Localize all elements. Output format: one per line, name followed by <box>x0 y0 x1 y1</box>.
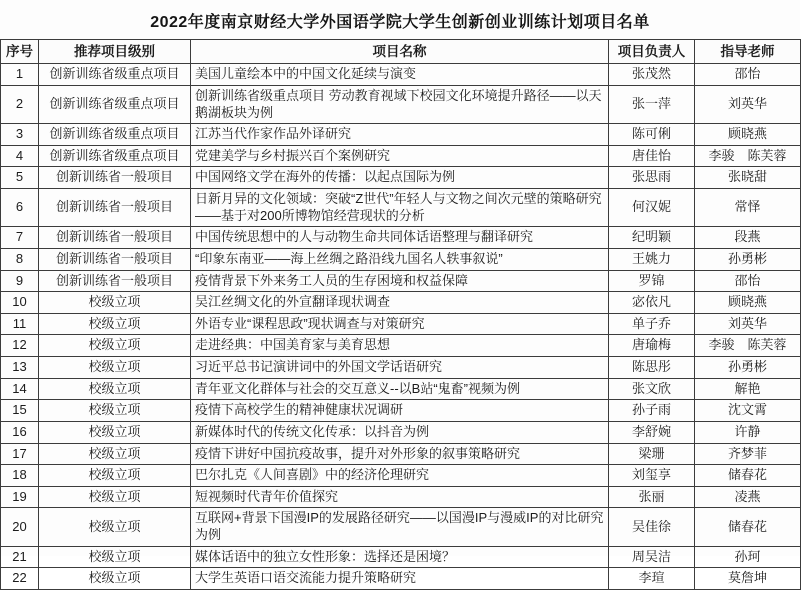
cell-leader: 周吴洁 <box>609 546 695 568</box>
cell-row-number: 21 <box>1 546 39 568</box>
cell-leader: 吴佳徐 <box>609 508 695 546</box>
cell-advisor: 储春花 <box>695 465 801 487</box>
table-row <box>1 145 801 167</box>
cell-project-name: 党建美学与乡村振兴百个案例研究 <box>191 145 609 167</box>
cell-project-name: 外语专业“课程思政”现状调查与对策研究 <box>191 313 609 335</box>
cell-leader: 张思雨 <box>609 167 695 189</box>
cell-advisor: 顾晓燕 <box>695 292 801 314</box>
cell-project-name: 媒体话语中的独立女性形象：选择还是困境？ <box>191 546 609 568</box>
cell-project-level: 校级立项 <box>39 546 191 568</box>
column-header-name: 项目名称 <box>191 40 609 64</box>
cell-project-level: 创新训练省一般项目 <box>39 167 191 189</box>
table-row <box>1 486 801 508</box>
cell-project-level: 校级立项 <box>39 465 191 487</box>
cell-leader: 刘玺享 <box>609 465 695 487</box>
cell-advisor: 刘英华 <box>695 85 801 123</box>
cell-leader: 唐瑜梅 <box>609 335 695 357</box>
cell-leader: 罗锦 <box>609 270 695 292</box>
cell-project-level: 校级立项 <box>39 313 191 335</box>
table-row <box>1 335 801 357</box>
table-row <box>1 64 801 86</box>
table-row <box>1 357 801 379</box>
cell-leader: 李瑄 <box>609 568 695 590</box>
table-row <box>1 85 801 123</box>
cell-row-number: 22 <box>1 568 39 590</box>
cell-project-name: 走进经典：中国美育家与美育思想 <box>191 335 609 357</box>
cell-row-number: 13 <box>1 357 39 379</box>
cell-row-number: 17 <box>1 443 39 465</box>
cell-project-name: 大学生英语口语交流能力提升策略研究 <box>191 568 609 590</box>
column-header-level: 推荐项目级别 <box>39 40 191 64</box>
cell-leader: 陈可俐 <box>609 124 695 146</box>
cell-project-name: 吴江丝绸文化的外宣翻译现状调查 <box>191 292 609 314</box>
table-row <box>1 292 801 314</box>
column-header-advisor: 指导老师 <box>695 40 801 64</box>
page-title: 2022年度南京财经大学外国语学院大学生创新创业训练计划项目名单 <box>150 14 650 31</box>
table-row <box>1 400 801 422</box>
cell-row-number: 7 <box>1 227 39 249</box>
cell-advisor: 邵怡 <box>695 64 801 86</box>
cell-project-name: 中国网络文学在海外的传播：以起点国际为例 <box>191 167 609 189</box>
cell-leader: 李舒婉 <box>609 421 695 443</box>
cell-row-number: 12 <box>1 335 39 357</box>
column-header-no: 序号 <box>1 40 39 64</box>
cell-project-name: 青年亚文化群体与社会的交互意义--以B站“鬼畜”视频为例 <box>191 378 609 400</box>
cell-advisor: 顾晓燕 <box>695 124 801 146</box>
table-row <box>1 270 801 292</box>
cell-project-level: 校级立项 <box>39 400 191 422</box>
table-header-row <box>1 40 801 64</box>
cell-project-level: 创新训练省级重点项目 <box>39 145 191 167</box>
cell-leader: 梁珊 <box>609 443 695 465</box>
table-row <box>1 508 801 546</box>
table-row <box>1 378 801 400</box>
cell-project-name: 疫情下讲好中国抗疫故事，提升对外形象的叙事策略研究 <box>191 443 609 465</box>
cell-project-level: 创新训练省一般项目 <box>39 189 191 227</box>
table-row <box>1 124 801 146</box>
cell-project-name: “印象东南亚——海上丝绸之路沿线九国名人轶事叙说” <box>191 248 609 270</box>
cell-project-level: 校级立项 <box>39 486 191 508</box>
cell-project-level: 校级立项 <box>39 421 191 443</box>
cell-project-level: 创新训练省一般项目 <box>39 270 191 292</box>
cell-row-number: 5 <box>1 167 39 189</box>
table-row <box>1 421 801 443</box>
cell-project-level: 校级立项 <box>39 508 191 546</box>
cell-leader: 张丽 <box>609 486 695 508</box>
cell-advisor: 邵怡 <box>695 270 801 292</box>
cell-leader: 唐佳怡 <box>609 145 695 167</box>
cell-project-name: 巴尔扎克《人间喜剧》中的经济伦理研究 <box>191 465 609 487</box>
cell-project-level: 校级立项 <box>39 335 191 357</box>
cell-advisor: 凌燕 <box>695 486 801 508</box>
cell-row-number: 19 <box>1 486 39 508</box>
cell-leader: 张一萍 <box>609 85 695 123</box>
cell-row-number: 6 <box>1 189 39 227</box>
project-list-table <box>0 39 801 590</box>
table-row <box>1 227 801 249</box>
cell-project-level: 创新训练省一般项目 <box>39 248 191 270</box>
cell-project-level: 创新训练省级重点项目 <box>39 85 191 123</box>
cell-project-level: 校级立项 <box>39 443 191 465</box>
cell-project-level: 校级立项 <box>39 357 191 379</box>
cell-advisor: 段燕 <box>695 227 801 249</box>
cell-row-number: 18 <box>1 465 39 487</box>
cell-leader: 陈思彤 <box>609 357 695 379</box>
cell-leader: 单子乔 <box>609 313 695 335</box>
cell-row-number: 16 <box>1 421 39 443</box>
table-row <box>1 167 801 189</box>
table-body <box>1 64 801 590</box>
cell-project-name: 日新月异的文化领域：突破“Z世代”年轻人与文物之间次元壁的策略研究——基于对200所博物馆经营现状的分析 <box>191 189 609 227</box>
cell-advisor: 李骏 陈芙蓉 <box>695 145 801 167</box>
cell-advisor: 张晓甜 <box>695 167 801 189</box>
table-row <box>1 465 801 487</box>
cell-advisor: 莫詹坤 <box>695 568 801 590</box>
cell-advisor: 孙勇彬 <box>695 248 801 270</box>
cell-project-level: 校级立项 <box>39 292 191 314</box>
cell-row-number: 20 <box>1 508 39 546</box>
cell-advisor: 齐梦菲 <box>695 443 801 465</box>
cell-advisor: 许静 <box>695 421 801 443</box>
cell-row-number: 15 <box>1 400 39 422</box>
column-header-leader: 项目负责人 <box>609 40 695 64</box>
cell-project-name: 习近平总书记演讲词中的外国文学话语研究 <box>191 357 609 379</box>
cell-project-name: 江苏当代作家作品外译研究 <box>191 124 609 146</box>
cell-row-number: 11 <box>1 313 39 335</box>
cell-advisor: 常怿 <box>695 189 801 227</box>
cell-leader: 张文欣 <box>609 378 695 400</box>
cell-row-number: 10 <box>1 292 39 314</box>
cell-project-name: 短视频时代青年价值探究 <box>191 486 609 508</box>
cell-project-level: 创新训练省级重点项目 <box>39 124 191 146</box>
cell-advisor: 刘英华 <box>695 313 801 335</box>
cell-row-number: 2 <box>1 85 39 123</box>
cell-leader: 王姚力 <box>609 248 695 270</box>
cell-row-number: 14 <box>1 378 39 400</box>
table-row <box>1 248 801 270</box>
table-row <box>1 313 801 335</box>
cell-row-number: 3 <box>1 124 39 146</box>
cell-advisor: 解艳 <box>695 378 801 400</box>
cell-project-level: 校级立项 <box>39 568 191 590</box>
cell-row-number: 8 <box>1 248 39 270</box>
cell-advisor: 李骏 陈芙蓉 <box>695 335 801 357</box>
cell-row-number: 9 <box>1 270 39 292</box>
cell-advisor: 沈文霄 <box>695 400 801 422</box>
cell-project-name: 中国传统思想中的人与动物生命共同体话语整理与翻译研究 <box>191 227 609 249</box>
cell-project-level: 创新训练省级重点项目 <box>39 64 191 86</box>
table-row <box>1 568 801 590</box>
cell-project-level: 创新训练省一般项目 <box>39 227 191 249</box>
cell-project-level: 校级立项 <box>39 378 191 400</box>
cell-advisor: 孙珂 <box>695 546 801 568</box>
cell-project-name: 互联网+背景下国漫IP的发展路径研究——以国漫IP与漫威IP的对比研究为例 <box>191 508 609 546</box>
cell-project-name: 疫情背景下外来务工人员的生存困境和权益保障 <box>191 270 609 292</box>
cell-leader: 何汉妮 <box>609 189 695 227</box>
cell-leader: 孙子雨 <box>609 400 695 422</box>
cell-row-number: 4 <box>1 145 39 167</box>
cell-leader: 宓依凡 <box>609 292 695 314</box>
table-row <box>1 189 801 227</box>
cell-advisor: 储春花 <box>695 508 801 546</box>
cell-leader: 张茂然 <box>609 64 695 86</box>
cell-row-number: 1 <box>1 64 39 86</box>
cell-advisor: 孙勇彬 <box>695 357 801 379</box>
cell-project-name: 创新训练省级重点项目 劳动教育视域下校园文化环境提升路径——以天鹅湖板块为例 <box>191 85 609 123</box>
cell-project-name: 新媒体时代的传统文化传承：以抖音为例 <box>191 421 609 443</box>
cell-project-name: 美国儿童绘本中的中国文化延续与演变 <box>191 64 609 86</box>
table-row <box>1 546 801 568</box>
cell-leader: 纪明颖 <box>609 227 695 249</box>
table-row <box>1 443 801 465</box>
cell-project-name: 疫情下高校学生的精神健康状况调研 <box>191 400 609 422</box>
